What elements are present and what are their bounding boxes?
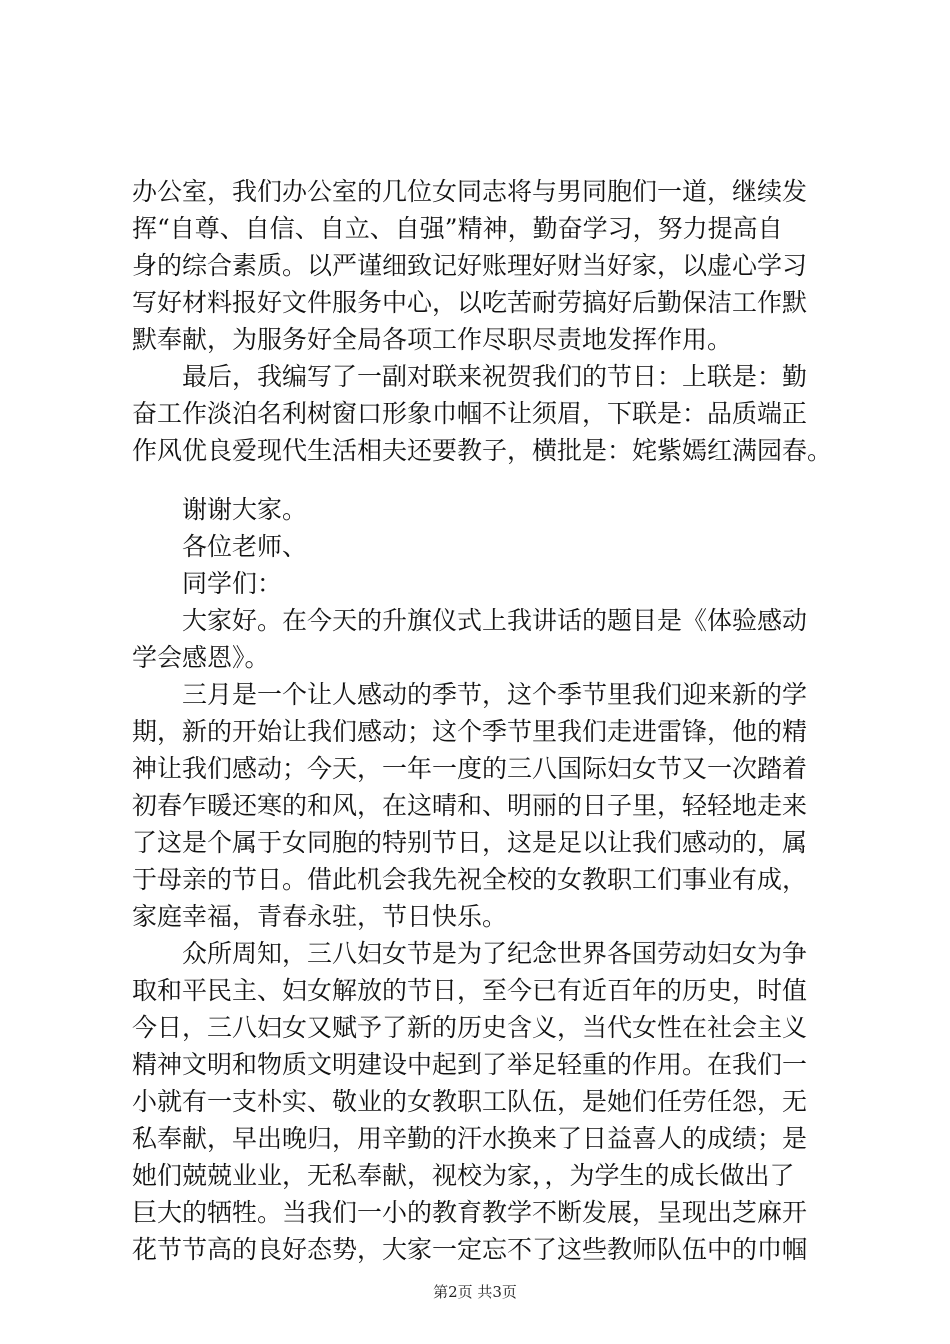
text-line: 初春乍暖还寒的和风，在这晴和、明丽的日子里，轻轻地走来 xyxy=(132,791,808,820)
text-line: 了这是个属于女同胞的特别节日，这是足以让我们感动的，属 xyxy=(132,828,808,857)
text-line: 花节节高的良好态势，大家一定忘不了这些教师队伍中的巾帼 xyxy=(132,1235,808,1264)
text-line: 今日，三八妇女又赋予了新的历史含义，当代女性在社会主义 xyxy=(132,1013,808,1042)
text-line: 办公室，我们办公室的几位女同志将与男同胞们一道，继续发 xyxy=(132,177,808,206)
text-line: 期，新的开始让我们感动；这个季节里我们走进雷锋，他的精 xyxy=(132,717,808,746)
text-line: 各位老师、 xyxy=(182,532,308,561)
text-line: 她们兢兢业业，无私奉献，视校为家，，为学生的成长做出了 xyxy=(132,1161,795,1190)
text-line: 身的综合素质。以严谨细致记好账理好财当好家，以虚心学习 xyxy=(132,251,808,280)
text-line: 默奉献，为服务好全局各项工作尽职尽责地发挥作用。 xyxy=(132,325,733,354)
text-line: 同学们： xyxy=(182,569,283,598)
text-line: 于母亲的节日。借此机会我先祝全校的女教职工们事业有成， xyxy=(132,865,808,894)
text-line: 巨大的牺牲。当我们一小的教育教学不断发展，呈现出芝麻开 xyxy=(132,1198,808,1227)
text-line: 大家好。在今天的升旗仪式上我讲话的题目是《体验感动 xyxy=(182,606,808,635)
text-line: 作风优良爱现代生活相夫还要教子，横批是：姹紫嫣红满园春。 xyxy=(132,436,833,465)
text-line: 众所周知，三八妇女节是为了纪念世界各国劳动妇女为争 xyxy=(182,939,808,968)
text-line: 奋工作淡泊名利树窗口形象巾帼不让须眉，下联是：品质端正 xyxy=(132,399,808,428)
text-line: 小就有一支朴实、敬业的女教职工队伍，是她们任劳任怨，无 xyxy=(132,1087,808,1116)
text-line: 家庭幸福，青春永驻，节日快乐。 xyxy=(132,902,508,931)
text-line: 取和平民主、妇女解放的节日，至今已有近百年的历史，时值 xyxy=(132,976,808,1005)
text-line: 最后，我编写了一副对联来祝贺我们的节日：上联是：勤 xyxy=(182,362,808,391)
text-line: 三月是一个让人感动的季节，这个季节里我们迎来新的学 xyxy=(182,680,808,709)
text-line: 写好材料报好文件服务中心，以吃苦耐劳搞好后勤保洁工作默 xyxy=(132,288,808,317)
text-line: 神让我们感动；今天，一年一度的三八国际妇女节又一次踏着 xyxy=(132,754,808,783)
page-footer: 第2页 共3页 xyxy=(433,1283,517,1301)
text-line: 谢谢大家。 xyxy=(182,495,308,524)
text-line: 私奉献，早出晚归，用辛勤的汗水换来了日益喜人的成绩；是 xyxy=(132,1124,808,1153)
text-line: 学会感恩》。 xyxy=(132,643,270,672)
text-line: 精神文明和物质文明建设中起到了举足轻重的作用。在我们一 xyxy=(132,1050,808,1079)
text-line: 挥“自尊、自信、自立、自强”精神，勤奋学习，努力提高自 xyxy=(132,214,783,243)
